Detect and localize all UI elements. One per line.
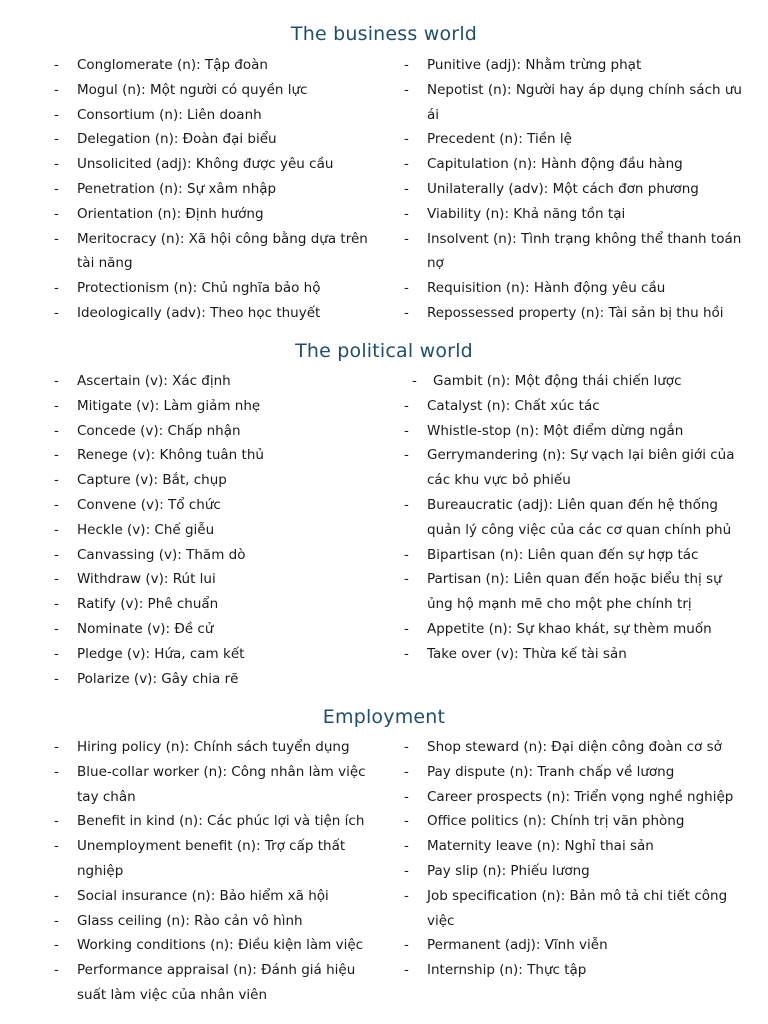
bullet: - xyxy=(54,422,59,439)
list-item xyxy=(54,443,384,468)
list-item xyxy=(404,543,744,568)
term-working-conditions: Working conditions (n): Điều kiện làm việc xyxy=(77,937,364,954)
term-blue-collar-worker: Blue-collar worker (n): Công nhân làm việc tay chân xyxy=(77,763,366,805)
list-item xyxy=(404,884,744,934)
list-item xyxy=(404,642,744,667)
list-item xyxy=(54,369,384,394)
bullet: - xyxy=(54,813,59,830)
term-polarize: Polarize (v): Gây chia rẽ xyxy=(77,670,239,687)
list-item xyxy=(404,859,744,884)
list-item xyxy=(54,958,384,1008)
list-item xyxy=(54,127,384,152)
list-item xyxy=(404,735,744,760)
bullet: - xyxy=(54,397,59,414)
term-precedent: Precedent (n): Tiền lệ xyxy=(427,131,572,148)
term-capitulation: Capitulation (n): Hành động đầu hàng xyxy=(427,156,683,173)
term-partisan: Partisan (n): Liên quan đến hoặc biểu thị sự ủng hộ mạnh mẽ cho một phe chính trị xyxy=(427,571,722,613)
term-catalyst: Catalyst (n): Chất xúc tác xyxy=(427,397,600,414)
bullet: - xyxy=(54,205,59,222)
bullet: - xyxy=(54,496,59,513)
bullet: - xyxy=(404,304,409,321)
term-take-over: Take over (v): Thừa kế tài sản xyxy=(427,645,627,662)
bullet: - xyxy=(54,962,59,979)
bullet: - xyxy=(54,739,59,755)
bullet: - xyxy=(54,670,59,687)
bullet: - xyxy=(404,57,409,73)
list-item xyxy=(54,103,384,128)
list-item xyxy=(404,933,744,958)
term-concede: Concede (v): Chấp nhận xyxy=(77,422,241,439)
list-item xyxy=(404,809,744,834)
term-unilaterally: Unilaterally (adv): Một cách đơn phương xyxy=(427,180,699,197)
employment-right-list xyxy=(404,735,744,983)
political-right-list xyxy=(404,369,744,667)
list-item xyxy=(54,735,384,760)
term-heckle: Heckle (v): Chế giễu xyxy=(77,521,215,538)
term-maternity-leave: Maternity leave (n): Nghỉ thai sản xyxy=(427,838,654,855)
list-item xyxy=(54,518,384,543)
term-career-prospects: Career prospects (n): Triển vọng nghề nghiệp xyxy=(427,788,734,805)
bullet: - xyxy=(404,397,409,414)
list-item xyxy=(54,419,384,444)
list-item xyxy=(54,301,384,326)
term-repossessed-property: Repossessed property (n): Tài sản bị thu hồi xyxy=(427,304,724,321)
term-appetite: Appetite (n): Sự khao khát, sự thèm muốn xyxy=(427,620,712,637)
list-item xyxy=(404,785,744,810)
term-bipartisan: Bipartisan (n): Liên quan đến sự hợp tác xyxy=(427,546,699,563)
bullet: - xyxy=(404,180,409,197)
bullet: - xyxy=(404,645,409,662)
bullet: - xyxy=(404,422,409,439)
bullet: - xyxy=(54,180,59,197)
term-punitive: Punitive (adj): Nhằm trừng phạt xyxy=(427,57,642,73)
bullet: - xyxy=(404,838,409,855)
term-performance-appraisal: Performance appraisal (n): Đánh giá hiệu suất làm việc của nhân viên xyxy=(77,962,356,1003)
list-item xyxy=(54,667,384,692)
list-item xyxy=(54,152,384,177)
term-unemployment-benefit: Unemployment benefit (n): Trợ cấp thất nghiệp xyxy=(77,838,346,879)
bullet: - xyxy=(404,205,409,222)
term-nepotist: Nepotist (n): Người hay áp dụng chính sách ưu ái xyxy=(427,81,742,123)
bullet: - xyxy=(54,472,59,489)
term-ratify: Ratify (v): Phê chuẩn xyxy=(77,596,219,613)
bullet: - xyxy=(54,521,59,538)
list-item xyxy=(54,884,384,909)
bullet: - xyxy=(404,131,409,148)
bullet: - xyxy=(54,596,59,613)
bullet: - xyxy=(404,280,409,297)
list-item xyxy=(404,127,744,152)
bullet: - xyxy=(54,131,59,148)
term-renege: Renege (v): Không tuân thủ xyxy=(77,447,264,464)
bullet: - xyxy=(54,447,59,464)
term-penetration: Penetration (n): Sự xâm nhập xyxy=(77,180,277,197)
bullet: - xyxy=(54,645,59,662)
list-item xyxy=(404,760,744,785)
term-gambit: Gambit (n): Một động thái chiến lược xyxy=(433,373,682,389)
term-pay-slip: Pay slip (n): Phiếu lương xyxy=(427,862,590,879)
list-item xyxy=(404,834,744,859)
bullet: - xyxy=(54,57,59,73)
list-item xyxy=(54,933,384,958)
bullet: - xyxy=(404,230,409,247)
list-item xyxy=(54,642,384,667)
bullet: - xyxy=(54,571,59,588)
bullet: - xyxy=(54,546,59,563)
list-item xyxy=(54,468,384,493)
list-item xyxy=(54,493,384,518)
term-permanent: Permanent (adj): Vĩnh viễn xyxy=(427,937,608,954)
list-item xyxy=(404,177,744,202)
employment-left-list xyxy=(54,735,384,1008)
list-item xyxy=(404,617,744,642)
list-item xyxy=(404,369,744,394)
term-insolvent: Insolvent (n): Tình trạng không thể thanh toán nợ xyxy=(427,230,742,272)
term-pay-dispute: Pay dispute (n): Tranh chấp về lương xyxy=(427,763,675,780)
section-title-political: The political world xyxy=(295,340,473,362)
term-protectionism: Protectionism (n): Chủ nghĩa bảo hộ xyxy=(77,280,321,297)
list-item xyxy=(404,301,744,326)
political-left-list xyxy=(54,369,384,691)
term-job-specification: Job specification (n): Bản mô tả chi tiết công việc xyxy=(427,887,728,929)
term-convene: Convene (v): Tổ chức xyxy=(77,496,221,513)
bullet: - xyxy=(54,937,59,954)
term-requisition: Requisition (n): Hành động yêu cầu xyxy=(427,280,666,297)
list-item xyxy=(404,227,744,277)
list-item xyxy=(404,443,744,493)
term-nominate: Nominate (v): Đề cử xyxy=(77,620,214,637)
term-office-politics: Office politics (n): Chính trị văn phòng xyxy=(427,813,685,830)
term-social-insurance: Social insurance (n): Bảo hiểm xã hội xyxy=(77,887,329,904)
bullet: - xyxy=(54,106,59,123)
list-item xyxy=(404,493,744,543)
list-item xyxy=(54,177,384,202)
term-capture: Capture (v): Bắt, chụp xyxy=(77,472,227,489)
term-shop-steward: Shop steward (n): Đại diện công đoàn cơ sở xyxy=(427,739,722,755)
bullet: - xyxy=(404,813,409,830)
list-item xyxy=(54,834,384,884)
list-item xyxy=(54,760,384,810)
term-mogul: Mogul (n): Một người có quyền lực xyxy=(77,81,308,98)
list-item xyxy=(54,227,384,277)
term-conglomerate: Conglomerate (n): Tập đoàn xyxy=(77,57,268,73)
term-viability: Viability (n): Khả năng tồn tại xyxy=(427,205,626,222)
business-right-list xyxy=(404,53,744,326)
bullet: - xyxy=(404,937,409,954)
list-item xyxy=(54,53,384,78)
list-item xyxy=(404,78,744,128)
term-canvassing: Canvassing (v): Thăm dò xyxy=(77,546,246,563)
term-glass-ceiling: Glass ceiling (n): Rào cản vô hình xyxy=(77,912,303,929)
term-consortium: Consortium (n): Liên doanh xyxy=(77,106,262,123)
term-bureaucratic: Bureaucratic (adj): Liên quan đến hệ thống quản lý công việc của các cơ quan chính phủ xyxy=(427,496,732,538)
list-item xyxy=(54,543,384,568)
bullet: - xyxy=(54,763,59,780)
term-internship: Internship (n): Thực tập xyxy=(427,962,587,979)
list-item xyxy=(404,202,744,227)
bullet: - xyxy=(54,912,59,929)
term-benefit-in-kind: Benefit in kind (n): Các phúc lợi và tiện ích xyxy=(77,813,365,830)
list-item xyxy=(54,202,384,227)
bullet: - xyxy=(54,81,59,98)
term-orientation: Orientation (n): Định hướng xyxy=(77,205,264,222)
bullet: - xyxy=(404,862,409,879)
term-ideologically: Ideologically (adv): Theo học thuyết xyxy=(77,304,321,321)
bullet: - xyxy=(54,373,59,389)
term-meritocracy: Meritocracy (n): Xã hội công bằng dựa trên tài năng xyxy=(77,230,368,272)
bullet: - xyxy=(54,887,59,904)
term-whistle-stop: Whistle-stop (n): Một điểm dừng ngắn xyxy=(427,422,684,439)
bullet: - xyxy=(54,230,59,247)
bullet: - xyxy=(404,962,409,979)
term-pledge: Pledge (v): Hứa, cam kết xyxy=(77,645,245,662)
section-title-business: The business world xyxy=(290,23,478,45)
term-ascertain: Ascertain (v): Xác định xyxy=(77,373,231,389)
bullet: - xyxy=(404,620,409,637)
bullet: - xyxy=(404,788,409,805)
list-item xyxy=(404,394,744,419)
bullet: - xyxy=(404,546,409,563)
term-unsolicited: Unsolicited (adj): Không được yêu cầu xyxy=(77,156,334,173)
list-item xyxy=(54,276,384,301)
list-item xyxy=(404,276,744,301)
list-item xyxy=(54,78,384,103)
bullet: - xyxy=(404,81,409,98)
list-item xyxy=(54,394,384,419)
list-item xyxy=(54,592,384,617)
term-gerrymandering: Gerrymandering (n): Sự vạch lại biên giới của các khu vực bỏ phiếu xyxy=(427,447,735,489)
bullet: - xyxy=(404,739,409,755)
term-mitigate: Mitigate (v): Làm giảm nhẹ xyxy=(77,397,261,414)
list-item xyxy=(404,152,744,177)
bullet: - xyxy=(404,763,409,780)
bullet: - xyxy=(54,156,59,173)
list-item xyxy=(54,617,384,642)
bullet: - xyxy=(404,496,409,513)
bullet: - xyxy=(54,280,59,297)
bullet: - xyxy=(54,838,59,855)
bullet: - xyxy=(404,887,409,904)
bullet: - xyxy=(404,571,409,588)
term-hiring-policy: Hiring policy (n): Chính sách tuyển dụng xyxy=(77,739,350,755)
list-item xyxy=(404,419,744,444)
list-item xyxy=(54,809,384,834)
bullet: - xyxy=(404,156,409,173)
list-item xyxy=(404,53,744,78)
list-item xyxy=(54,567,384,592)
bullet: - xyxy=(404,447,409,464)
bullet: - xyxy=(54,304,59,321)
list-item xyxy=(54,909,384,934)
bullet: - xyxy=(54,620,59,637)
list-item xyxy=(404,958,744,983)
term-delegation: Delegation (n): Đoàn đại biểu xyxy=(77,131,277,148)
bullet: - xyxy=(412,373,417,389)
term-withdraw: Withdraw (v): Rút lui xyxy=(77,571,216,588)
section-title-employment: Employment xyxy=(322,706,446,728)
business-left-list xyxy=(54,53,384,326)
list-item xyxy=(404,567,744,617)
